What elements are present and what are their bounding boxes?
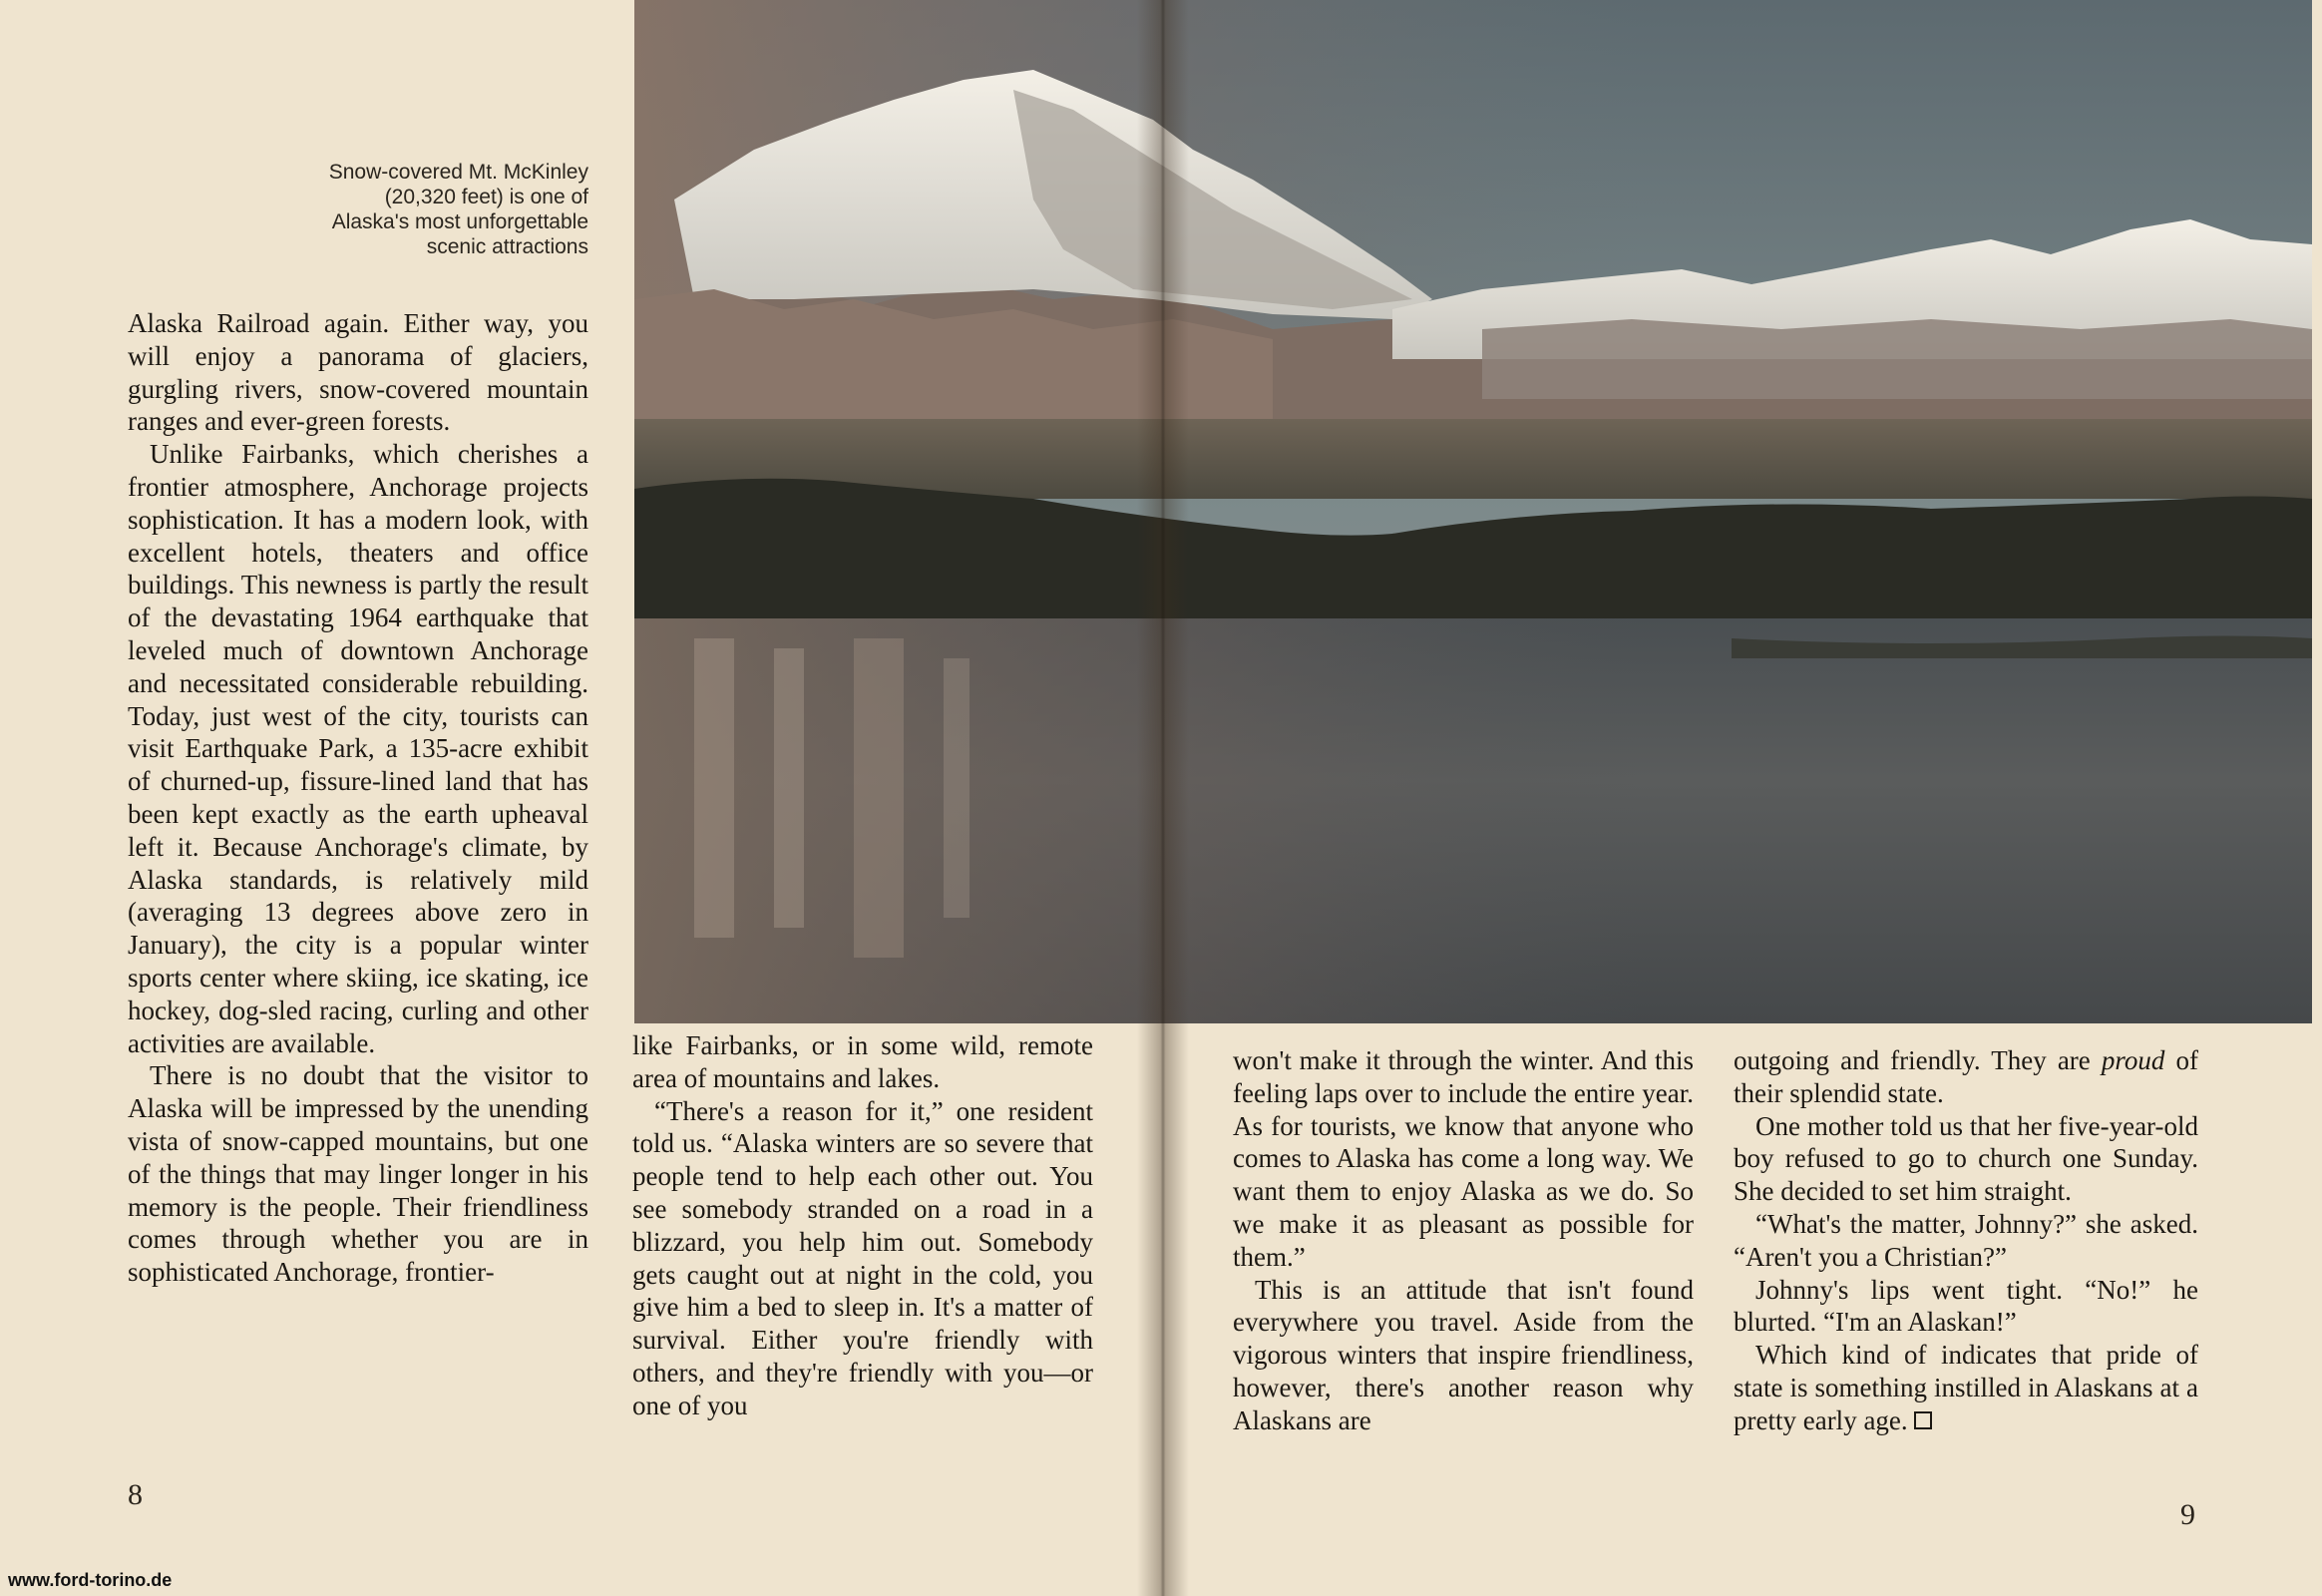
page-number-left: 8: [128, 1478, 143, 1511]
text-column-1: [128, 307, 588, 1289]
text-run: Which kind of indicates that pride of state is something instilled in Alaskans at a pretty early age.: [1734, 1340, 2198, 1435]
text-run: outgoing and friendly. They are: [1734, 1045, 2102, 1075]
paragraph: One mother told us that her five-year-old boy refused to go to church one Sunday. She decided to set him straight.: [1734, 1110, 2198, 1207]
photo-caption: [229, 160, 588, 259]
paragraph: Unlike Fairbanks, which cherishes a frontier atmosphere, Anchorage projects sophistication. It has a modern look, with excellent hotels, theaters and office buildings. This newness is partly the result of the devastating 1964 earthquake that leveled much of downtown Anchorage and necessitated considerable rebuilding. Today, just west of the city, tourists can visit Earthquake Park, a 135-acre exhibit of churned-up, fissure-lined land that has been kept exactly as the earth upheaval left it. Because Anchorage's climate, by Alaska standards, is relatively mild (averaging 13 degrees above zero in January), the city is a popular winter sports center where skiing, ice skating, ice hockey, dog-sled racing, curling and other activities are available.: [128, 439, 588, 1058]
paragraph: “There's a reason for it,” one resident told us. “Alaska winters are so severe that people tend to help each other out. You see somebody stranded on a road in a blizzard, you help him out. Somebody gets caught out at night in the cold, you give him a bed to sleep in. It's a matter of survival. Either you're friendly with others, and they're friendly with you—or one of you: [632, 1095, 1093, 1420]
paragraph: [1734, 1339, 2198, 1436]
paragraph: This is an attitude that isn't found everywhere you travel. Aside from the vigorous winters that inspire friendliness, however, there's another reason why Alaskans are: [1233, 1274, 1694, 1435]
emphasis-text: proud: [2101, 1045, 2165, 1075]
text-column-2: [632, 1029, 1093, 1422]
caption-line: Alaska's most unforgettable: [331, 210, 588, 233]
paragraph: Alaska Railroad again. Either way, you will enjoy a panorama of glaciers, gurgling rivers, snow-covered mountain ranges and ever-green forests.: [128, 308, 588, 437]
paragraph: Johnny's lips went tight. “No!” he blurted. “I'm an Alaskan!”: [1734, 1274, 2198, 1338]
end-mark-icon: [1914, 1411, 1932, 1429]
watermark: www.ford-torino.de: [4, 1570, 176, 1591]
caption-line: scenic attractions: [426, 235, 588, 258]
paragraph: [1734, 1044, 2198, 1110]
caption-line: (20,320 feet) is one of: [384, 186, 588, 208]
paragraph: “What's the matter, Johnny?” she asked. “Aren't you a Christian?”: [1734, 1208, 2198, 1272]
paragraph: won't make it through the winter. And this feeling laps over to include the entire year. As for tourists, we know that anyone who comes to Alaska has come a long way. We want them to enjoy Alaska as we do. So we make it as pleasant as possible for them.”: [1233, 1045, 1694, 1272]
mountain-lake-photo: [634, 0, 2312, 1023]
caption-line: Snow-covered Mt. McKinley: [328, 161, 588, 184]
text-run: of their splendid state.: [1734, 1045, 2198, 1108]
page-number-right: 9: [2180, 1498, 2195, 1531]
paragraph: like Fairbanks, or in some wild, remote area of mountains and lakes.: [632, 1030, 1093, 1093]
paragraph: There is no doubt that the visitor to Alaska will be impressed by the unending vista of snow-capped mountains, but one of the things that may linger longer in his memory is the people. Their friendliness comes through whether you are in sophisticated Anchorage, frontier-: [128, 1060, 588, 1288]
text-column-3: [1233, 1044, 1694, 1437]
text-column-4: [1734, 1044, 2198, 1437]
